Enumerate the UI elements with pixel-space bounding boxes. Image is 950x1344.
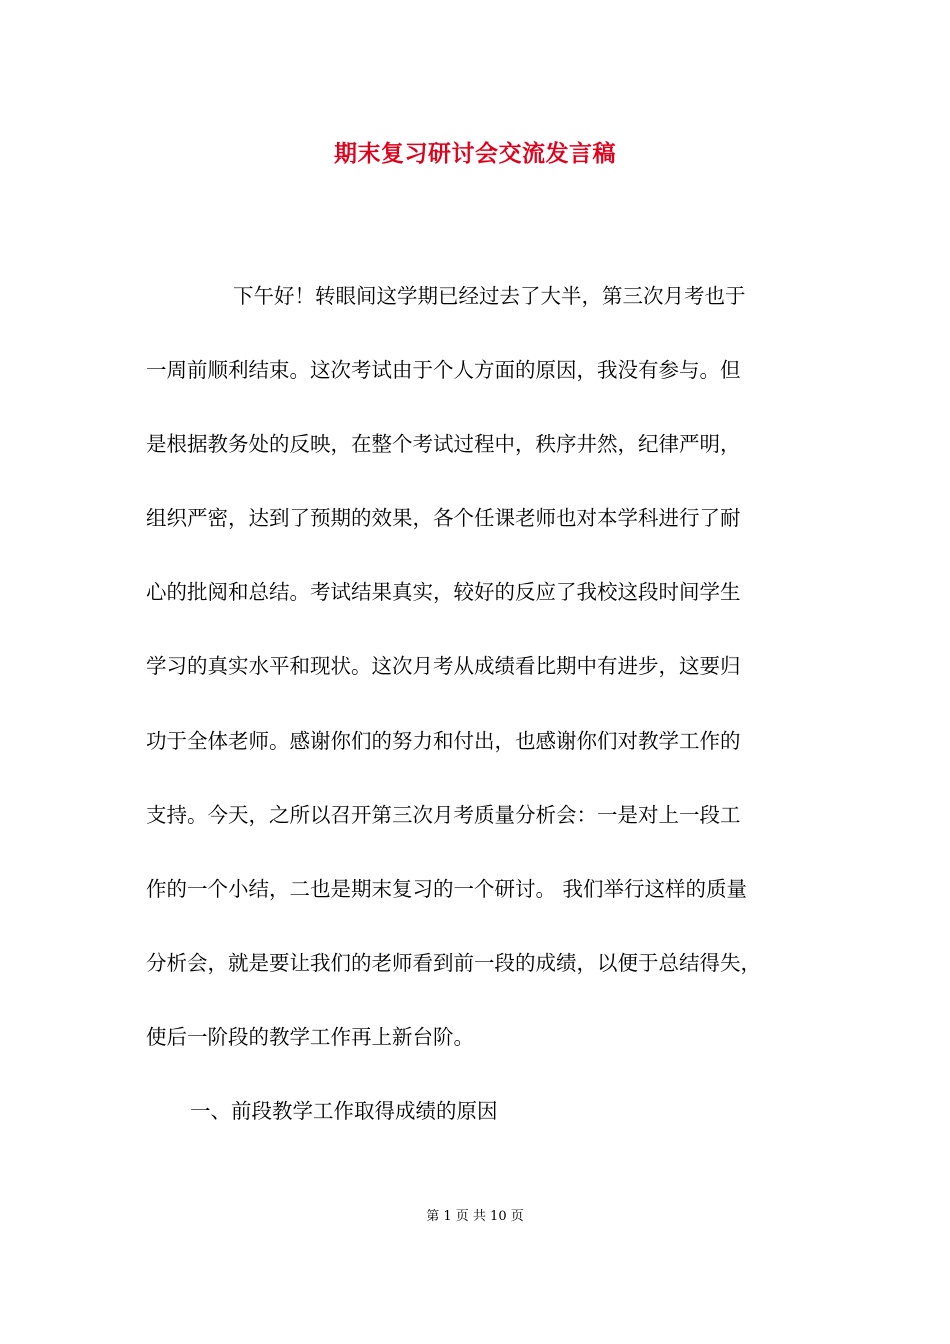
paragraph-line: 学习的真实水平和现状。这次月考从成绩看比期中有进步，这要归 (146, 654, 741, 678)
page-number: 第 1 页 共 10 页 (426, 1209, 524, 1224)
paragraph-line: 组织严密，达到了预期的效果，各个任课老师也对本学科进行了耐 (146, 506, 741, 530)
paragraph-line: 是根据教务处的反映，在整个考试过程中，秩序井然，纪律严明， (146, 432, 741, 456)
paragraph-line: 下午好！转眼间这学期已经过去了大半，第三次月考也于 (233, 284, 746, 308)
page-number-footer (0, 1208, 950, 1226)
paragraph-line: 心的批阅和总结。考试结果真实，较好的反应了我校这段时间学生 (146, 580, 741, 604)
section-heading: 一、前段教学工作取得成绩的原因 (190, 1099, 498, 1123)
paragraph-line: 使后一阶段的教学工作再上新台阶。 (146, 1025, 474, 1049)
paragraph-line: 支持。今天，之所以召开第三次月考质量分析会：一是对上一段工 (146, 803, 741, 827)
document-title: 期末复习研讨会交流发言稿 (334, 140, 616, 167)
paragraph-line: 一周前顺利结束。这次考试由于个人方面的原因，我没有参与。但 (146, 358, 741, 382)
paragraph-line: 功于全体老师。感谢你们的努力和付出，也感谢你们对教学工作的 (146, 729, 741, 753)
paragraph-line: 作的一个小结，二也是期末复习的一个研讨。 我们举行这样的质量 (146, 877, 748, 901)
paragraph-line: 分析会，就是要让我们的老师看到前一段的成绩，以便于总结得失， (146, 951, 761, 975)
